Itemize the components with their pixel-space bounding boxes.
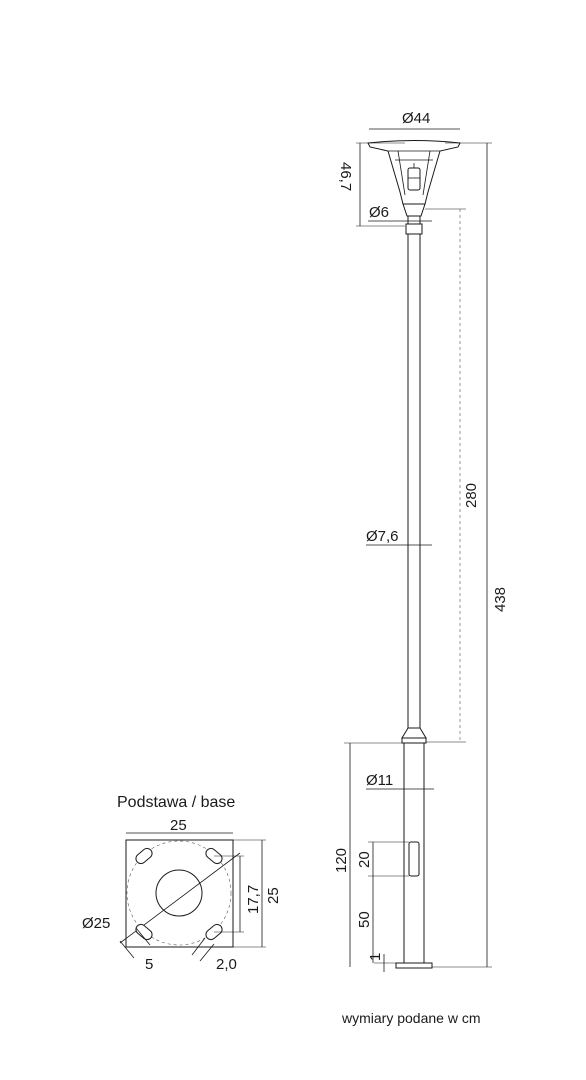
dim-door-offset: 50 [356, 911, 373, 928]
dim-top-pole-diameter: Ø6 [369, 204, 390, 221]
upper-pole [408, 234, 420, 728]
dim-total-height: 438 [492, 586, 509, 612]
dim-total-height-group [432, 143, 509, 967]
base-plate-title: Podstawa / base [117, 794, 236, 811]
dim-slot-length: 5 [145, 956, 154, 973]
dim-bolt-spacing: 17,7 [245, 884, 262, 914]
dim-upper-length-group [425, 209, 480, 742]
dim-head-diameter: Ø44 [402, 110, 431, 127]
dim-ground-gap-group [367, 953, 396, 972]
dim-plate-height: 25 [265, 887, 282, 904]
inspection-door [409, 842, 419, 876]
dim-base-pole-diameter: Ø11 [366, 772, 394, 789]
units-note: wymiary podane w cm [342, 1010, 481, 1026]
dim-mid-diameter-group [366, 528, 432, 545]
pole-collar [402, 728, 426, 738]
base-plate-top-view [82, 817, 282, 973]
dim-head-height: 46,7 [337, 162, 354, 192]
dim-door-height-group [356, 842, 409, 876]
dim-slot-width: 2,0 [216, 956, 237, 973]
dim-mid-pole-diameter: Ø7,6 [366, 528, 399, 545]
dim-plate-width: 25 [170, 817, 187, 834]
base-plate-side [396, 963, 432, 968]
center-hole [156, 870, 202, 916]
dim-upper-length: 280 [463, 482, 480, 508]
dim-circle-diameter: Ø25 [82, 915, 111, 932]
dim-door-offset-group [356, 876, 373, 963]
dim-ground-gap: 1 [367, 952, 384, 961]
dim-door-height: 20 [356, 851, 373, 868]
dim-lower-height: 120 [333, 847, 350, 873]
